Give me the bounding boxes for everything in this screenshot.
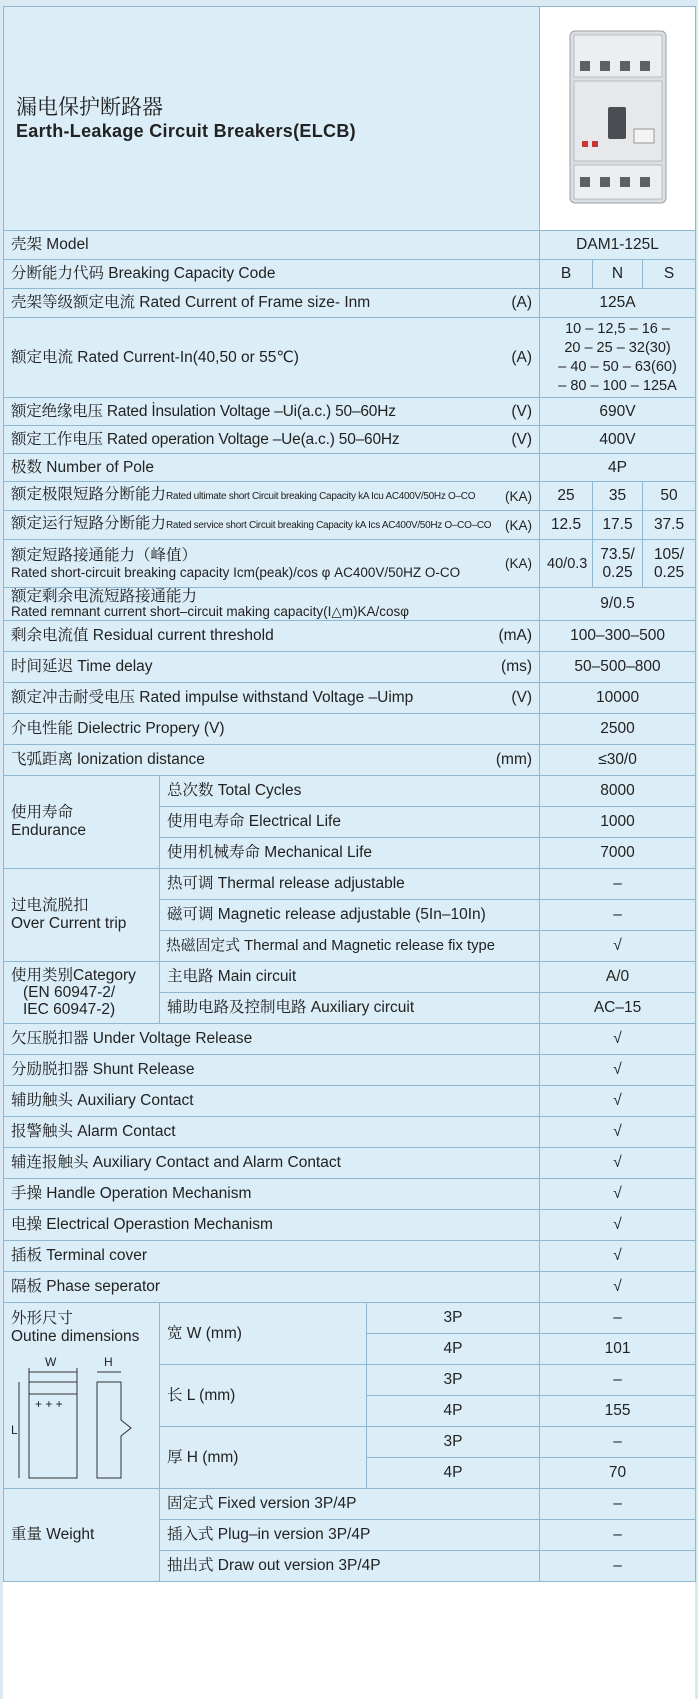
- category-group-line-3: IEC 60947-2): [23, 1001, 116, 1018]
- overcurrent-magnetic-value: –: [540, 900, 696, 931]
- diagram-w-label: W: [45, 1356, 57, 1369]
- icm-n: [593, 540, 643, 588]
- rated-current-unit: (A): [511, 348, 533, 366]
- dim-length-3p: 3P: [367, 1365, 540, 1396]
- accessory-row: [4, 1179, 696, 1210]
- overcurrent-group-cn: 过电流脱扣: [11, 897, 89, 914]
- row-operation-voltage: [4, 426, 696, 454]
- row-dielectric: [4, 714, 696, 745]
- remnant-value: 9/0.5: [540, 588, 696, 621]
- icm-s-line-2: 0.25: [653, 563, 685, 581]
- icm-label-cell: [4, 540, 540, 588]
- dim-length-label: 长 L (mm): [160, 1365, 367, 1427]
- icu-label-cn: 额定极限短路分断能力: [11, 486, 167, 503]
- accessory-label: 报警触头 Alarm Contact: [4, 1117, 540, 1148]
- operation-voltage-unit: (V): [511, 430, 533, 448]
- breaking-code-s: S: [643, 260, 696, 289]
- accessory-row: [4, 1024, 696, 1055]
- endurance-electrical-label: 使用电寿命 Electrical Life: [160, 807, 540, 838]
- remnant-label-cn: 额定剩余电流短路接通能力: [11, 588, 198, 605]
- dim-length-4p: 4P: [367, 1396, 540, 1427]
- circuit-breaker-photo-icon: [548, 21, 688, 211]
- icu-label-cell: [4, 482, 540, 511]
- accessory-value: √: [540, 1117, 696, 1148]
- title-chinese: 漏电保护断路器: [16, 95, 163, 119]
- category-main-value: A/0: [540, 962, 696, 993]
- overcurrent-fixed-value: √: [540, 931, 696, 962]
- overcurrent-group-en: Over Current trip: [11, 915, 127, 932]
- endurance-mechanical-label: 使用机械寿命 Mechanical Life: [160, 838, 540, 869]
- row-endurance-total: [4, 776, 696, 807]
- dimensions-group: [4, 1303, 160, 1489]
- rated-current-value: [540, 318, 696, 398]
- rated-current-line-3: – 40 – 50 – 63(60): [558, 358, 677, 375]
- accessory-row: [4, 1086, 696, 1117]
- dim-height-3p: 3P: [367, 1427, 540, 1458]
- ionization-value: ≤30/0: [540, 745, 696, 776]
- row-frame-current: [4, 289, 696, 318]
- endurance-group: [4, 776, 160, 869]
- header-row: [4, 7, 696, 231]
- accessory-label: 分励脱扣器 Shunt Release: [4, 1055, 540, 1086]
- poles-value: 4P: [540, 454, 696, 482]
- accessory-value: √: [540, 1179, 696, 1210]
- weight-drawout-label: 抽出式 Draw out version 3P/4P: [160, 1551, 540, 1582]
- dimensions-group-cn: 外形尺寸: [11, 1310, 74, 1327]
- overcurrent-fixed-label: 热磁固定式 Thermal and Magnetic release fix type: [160, 931, 540, 962]
- accessory-row: [4, 1210, 696, 1241]
- dimensions-group-en: Outine dimensions: [11, 1328, 140, 1345]
- specification-table: [3, 6, 696, 1582]
- row-ics: [4, 511, 696, 540]
- weight-plugin-value: –: [540, 1520, 696, 1551]
- ics-label-cn: 额定运行短路分断能力: [11, 515, 167, 532]
- accessory-row: [4, 1272, 696, 1303]
- operation-voltage-label-cell: [4, 426, 540, 454]
- accessory-label: 辅连报触头 Auxiliary Contact and Alarm Contact: [4, 1148, 540, 1179]
- model-label: 壳架 Model: [4, 231, 540, 260]
- impulse-voltage-value: 10000: [540, 683, 696, 714]
- frame-current-label-cell: [4, 289, 540, 318]
- endurance-total-label: 总次数 Total Cycles: [160, 776, 540, 807]
- dim-width-4p: 4P: [367, 1334, 540, 1365]
- icm-s-line-1: 105/: [653, 545, 685, 563]
- accessory-value: √: [540, 1148, 696, 1179]
- accessory-label: 辅助触头 Auxiliary Contact: [4, 1086, 540, 1117]
- accessory-row: [4, 1117, 696, 1148]
- frame-current-value: 125A: [540, 289, 696, 318]
- dim-height-4p-value: 70: [540, 1458, 696, 1489]
- dielectric-value: 2500: [540, 714, 696, 745]
- ics-s: 37.5: [643, 511, 696, 540]
- remnant-label-cell: [4, 588, 540, 621]
- breaking-code-n: N: [593, 260, 643, 289]
- row-weight-fixed: [4, 1489, 696, 1520]
- row-rated-current: [4, 318, 696, 398]
- model-value: DAM1-125L: [540, 231, 696, 260]
- ics-n: 17.5: [593, 511, 643, 540]
- rated-current-line-2: 20 – 25 – 32(30): [564, 339, 671, 356]
- dielectric-label: 介电性能 Dielectric Propery (V): [4, 714, 540, 745]
- operation-voltage-label: 额定工作电压 Rated operation Voltage –Ue(a.c.) 50–60Hz: [11, 430, 400, 448]
- icm-label-cn: 额定短路接通能力（峰值）: [11, 547, 198, 564]
- title-cell: [4, 7, 540, 231]
- diagram-plus-marks: + + +: [35, 1397, 63, 1411]
- dim-height-3p-value: –: [540, 1427, 696, 1458]
- icm-unit: (KA): [505, 556, 533, 571]
- outline-dimension-diagram: [11, 1356, 151, 1486]
- row-time-delay: [4, 652, 696, 683]
- icm-s: [643, 540, 696, 588]
- accessory-label: 手操 Handle Operation Mechanism: [4, 1179, 540, 1210]
- dim-length-3p-value: –: [540, 1365, 696, 1396]
- accessory-row: [4, 1241, 696, 1272]
- dim-width-label: 宽 W (mm): [160, 1303, 367, 1365]
- category-aux-value: AC–15: [540, 993, 696, 1024]
- residual-threshold-value: 100–300–500: [540, 621, 696, 652]
- row-dim-width-3p: [4, 1303, 696, 1334]
- ics-label-en: Rated service short Circuit breaking Capacity kA Ics AC400V/50Hz O–CO–CO: [166, 520, 492, 531]
- row-overcurrent-thermal: [4, 869, 696, 900]
- weight-drawout-value: –: [540, 1551, 696, 1582]
- dim-length-4p-value: 155: [540, 1396, 696, 1427]
- category-aux-label: 辅助电路及控制电路 Auxiliary circuit: [160, 993, 540, 1024]
- ionization-unit: (mm): [495, 751, 533, 768]
- dim-width-4p-value: 101: [540, 1334, 696, 1365]
- insulation-voltage-value: 690V: [540, 398, 696, 426]
- rated-current-line-4: – 80 – 100 – 125A: [558, 377, 677, 394]
- product-image-cell: [540, 7, 696, 231]
- rated-current-line-1: 10 – 12,5 – 16 –: [565, 320, 670, 337]
- weight-fixed-value: –: [540, 1489, 696, 1520]
- category-main-label: 主电路 Main circuit: [160, 962, 540, 993]
- accessory-row: [4, 1055, 696, 1086]
- rated-current-label: 额定电流 Rated Current-In(40,50 or 55℃): [11, 348, 299, 366]
- icu-s: 50: [643, 482, 696, 511]
- accessory-value: √: [540, 1272, 696, 1303]
- weight-group: 重量 Weight: [4, 1489, 160, 1582]
- row-poles: [4, 454, 696, 482]
- diagram-side-view: [97, 1382, 131, 1478]
- row-remnant: [4, 588, 696, 621]
- icm-n-line-1: 73.5/: [600, 545, 635, 563]
- icu-label-en: Rated ultimate short Circuit breaking Capacity kA Icu AC400V/50Hz O–CO: [166, 491, 476, 502]
- icm-b: 40/0.3: [540, 540, 593, 588]
- impulse-voltage-label-cell: [4, 683, 540, 714]
- accessory-label: 插板 Terminal cover: [4, 1241, 540, 1272]
- title-english: Earth-Leakage Circuit Breakers(ELCB): [16, 120, 356, 141]
- ics-b: 12.5: [540, 511, 593, 540]
- overcurrent-magnetic-label: 磁可调 Magnetic release adjustable (5In–10In): [160, 900, 540, 931]
- time-delay-value: 50–500–800: [540, 652, 696, 683]
- dim-height-4p: 4P: [367, 1458, 540, 1489]
- category-group-line-2: (EN 60947-2/: [23, 984, 116, 1001]
- overcurrent-group: [4, 869, 160, 962]
- operation-voltage-value: 400V: [540, 426, 696, 454]
- accessory-value: √: [540, 1055, 696, 1086]
- accessory-value: √: [540, 1210, 696, 1241]
- accessory-value: √: [540, 1086, 696, 1117]
- remnant-label-en: Rated remnant current short–circuit making capacity(I△m)KA/cosφ: [11, 604, 410, 619]
- accessory-row: [4, 1148, 696, 1179]
- row-category-main: [4, 962, 696, 993]
- icm-n-line-2: 0.25: [602, 563, 633, 581]
- accessory-value: √: [540, 1024, 696, 1055]
- dim-height-label: 厚 H (mm): [160, 1427, 367, 1489]
- category-group-line-1: 使用类别Category: [11, 967, 136, 984]
- icu-unit: (KA): [505, 488, 533, 504]
- accessory-value: √: [540, 1241, 696, 1272]
- accessory-label: 隔板 Phase seperator: [4, 1272, 540, 1303]
- accessory-label: 欠压脱扣器 Under Voltage Release: [4, 1024, 540, 1055]
- dim-width-3p-value: –: [540, 1303, 696, 1334]
- row-icm: [4, 540, 696, 588]
- row-impulse-voltage: [4, 683, 696, 714]
- row-breaking-code: [4, 260, 696, 289]
- icm-label-en: Rated short-circuit breaking capacity Icm(peak)/cos φ AC400V/50HZ O-CO: [11, 565, 461, 580]
- insulation-voltage-unit: (V): [511, 402, 533, 420]
- impulse-voltage-label: 额定冲击耐受电压 Rated impulse withstand Voltage –Uimp: [11, 689, 414, 706]
- dim-width-3p: 3P: [367, 1303, 540, 1334]
- breaking-code-label: 分断能力代码 Breaking Capacity Code: [4, 260, 540, 289]
- endurance-group-en: Endurance: [11, 822, 86, 839]
- diagram-l-label: L: [11, 1423, 18, 1437]
- weight-fixed-label: 固定式 Fixed version 3P/4P: [160, 1489, 540, 1520]
- impulse-voltage-unit: (V): [511, 689, 533, 706]
- row-icu: [4, 482, 696, 511]
- row-model: [4, 231, 696, 260]
- row-insulation-voltage: [4, 398, 696, 426]
- overcurrent-thermal-value: –: [540, 869, 696, 900]
- row-ionization: [4, 745, 696, 776]
- icu-n: 35: [593, 482, 643, 511]
- insulation-voltage-label: 额定绝缘电压 Rated İnsulation Voltage –Ui(a.c.) 50–60Hz: [11, 402, 396, 420]
- ionization-label-cell: [4, 745, 540, 776]
- residual-threshold-label: 剩余电流值 Residual current threshold: [11, 627, 274, 644]
- diagram-h-label: H: [104, 1356, 113, 1369]
- ionization-label: 飞弧距离 lonization distance: [11, 751, 205, 768]
- ics-label-cell: [4, 511, 540, 540]
- endurance-group-cn: 使用寿命: [11, 804, 74, 821]
- insulation-voltage-label-cell: [4, 398, 540, 426]
- poles-label: 极数 Number of Pole: [4, 454, 540, 482]
- endurance-total-value: 8000: [540, 776, 696, 807]
- rated-current-label-cell: [4, 318, 540, 398]
- overcurrent-thermal-label: 热可调 Thermal release adjustable: [160, 869, 540, 900]
- endurance-electrical-value: 1000: [540, 807, 696, 838]
- time-delay-label-cell: [4, 652, 540, 683]
- time-delay-unit: (ms): [501, 658, 533, 675]
- breaking-code-b: B: [540, 260, 593, 289]
- endurance-mechanical-value: 7000: [540, 838, 696, 869]
- residual-threshold-label-cell: [4, 621, 540, 652]
- accessory-label: 电操 Electrical Operastion Mechanism: [4, 1210, 540, 1241]
- row-residual-threshold: [4, 621, 696, 652]
- frame-current-unit: (A): [511, 294, 533, 311]
- ics-unit: (KA): [505, 517, 533, 533]
- residual-threshold-unit: (mA): [498, 627, 533, 644]
- icu-b: 25: [540, 482, 593, 511]
- time-delay-label: 时间延迟 Time delay: [11, 658, 153, 675]
- weight-plugin-label: 插入式 Plug–in version 3P/4P: [160, 1520, 540, 1551]
- frame-current-label: 壳架等级额定电流 Rated Current of Frame size- Inm: [11, 294, 371, 311]
- category-group: [4, 962, 160, 1024]
